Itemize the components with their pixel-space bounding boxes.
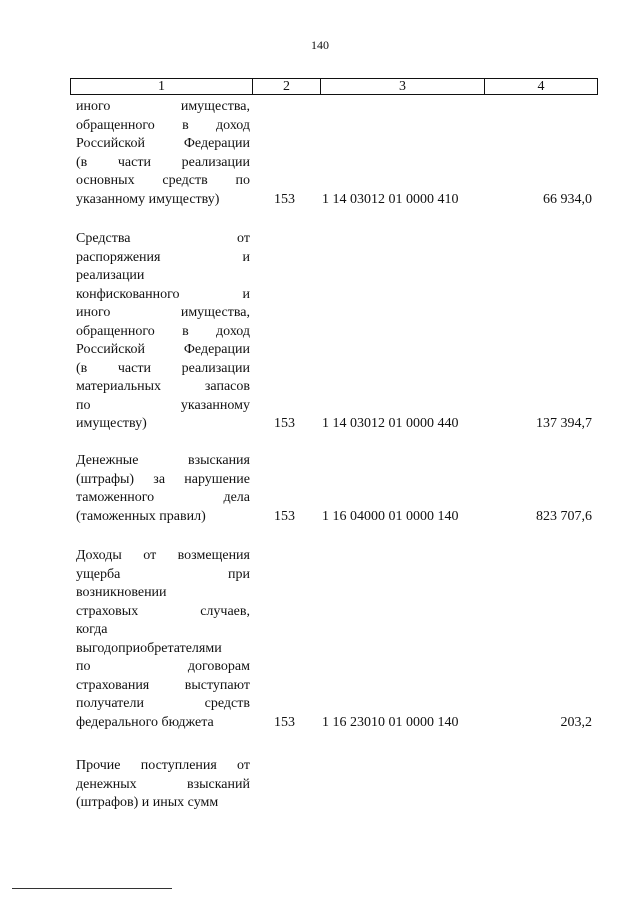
revenue-name-line: Доходы от возмещения	[76, 548, 250, 563]
revenue-name-line: основных средств по	[76, 173, 250, 188]
page-number: 140	[311, 38, 329, 52]
table-row	[70, 547, 598, 732]
revenue-name-line: распоряжения и	[76, 249, 250, 265]
revenue-name-line: обращенного в доход	[76, 323, 250, 339]
revenue-name-line: Средства от	[76, 231, 250, 246]
budget-classification-code: 1 16 23010 01 0000 140	[322, 714, 459, 730]
revenue-name-line: таможенного дела	[76, 490, 250, 505]
revenue-name-line: указанному имуществу)	[76, 191, 220, 207]
revenue-name-line: возникновении	[76, 585, 167, 600]
revenue-name-line: иного имущества,	[76, 99, 250, 114]
revenue-name	[76, 452, 250, 526]
revenue-name-line: ущерба при	[76, 566, 250, 582]
amount: 203,2	[560, 714, 592, 730]
column-header-4: 4	[537, 79, 545, 94]
footnote-separator	[12, 888, 172, 889]
budget-classification-code: 1 16 04000 01 0000 140	[322, 508, 459, 524]
revenue-name-line: (таможенных правил)	[76, 508, 206, 524]
revenue-name-line: Прочие поступления от	[76, 758, 250, 773]
revenue-name-line: (штрафов) и иных сумм	[76, 795, 219, 810]
table-row	[70, 757, 598, 813]
revenue-name-line: когда	[76, 622, 108, 637]
revenue-name-line: страхования выступают	[76, 677, 250, 693]
column-header-1: 1	[71, 79, 253, 94]
revenue-name	[76, 230, 250, 434]
revenue-name-line: получатели средств	[76, 696, 250, 711]
revenue-name	[76, 757, 250, 813]
revenue-name-line: реализации	[76, 268, 145, 283]
table-header	[70, 78, 598, 95]
revenue-name-line: по договорам	[76, 659, 250, 674]
revenue-name-line: по указанному	[76, 397, 250, 413]
table-row	[70, 452, 598, 526]
administrator-code: 153	[274, 416, 295, 431]
column-header-2: 2	[253, 79, 321, 94]
revenue-name	[76, 547, 250, 732]
budget-classification-code: 1 14 03012 01 0000 440	[322, 416, 459, 431]
revenue-name-line: конфискованного и	[76, 286, 250, 302]
revenue-name-line: Российской Федерации	[76, 342, 250, 357]
table-row	[70, 230, 598, 434]
revenue-name-line: выгодоприобретателями	[76, 640, 222, 656]
revenue-name-line: страховых случаев,	[76, 603, 250, 619]
revenue-name-line: Денежные взыскания	[76, 453, 250, 468]
amount: 66 934,0	[543, 191, 592, 207]
administrator-code: 153	[274, 508, 295, 524]
amount: 823 707,6	[536, 508, 592, 524]
administrator-code: 153	[274, 714, 295, 730]
revenue-name-line: обращенного в доход	[76, 117, 250, 133]
amount: 137 394,7	[536, 416, 592, 431]
column-header-3: 3	[321, 79, 485, 94]
revenue-name-line: (в части реализации	[76, 360, 250, 376]
revenue-name-line: (штрафы) за нарушение	[76, 471, 250, 487]
budget-classification-code: 1 14 03012 01 0000 410	[322, 191, 459, 207]
revenue-name-line: имуществу)	[76, 416, 147, 431]
table-row	[70, 98, 598, 209]
revenue-name-line: Российской Федерации	[76, 136, 250, 151]
revenue-name-line: федерального бюджета	[76, 714, 214, 730]
revenue-name-line: материальных запасов	[76, 379, 250, 394]
revenue-name	[76, 98, 250, 209]
revenue-name-line: иного имущества,	[76, 305, 250, 320]
revenue-name-line: (в части реализации	[76, 154, 250, 170]
revenue-name-line: денежных взысканий	[76, 776, 250, 792]
administrator-code: 153	[274, 191, 295, 207]
